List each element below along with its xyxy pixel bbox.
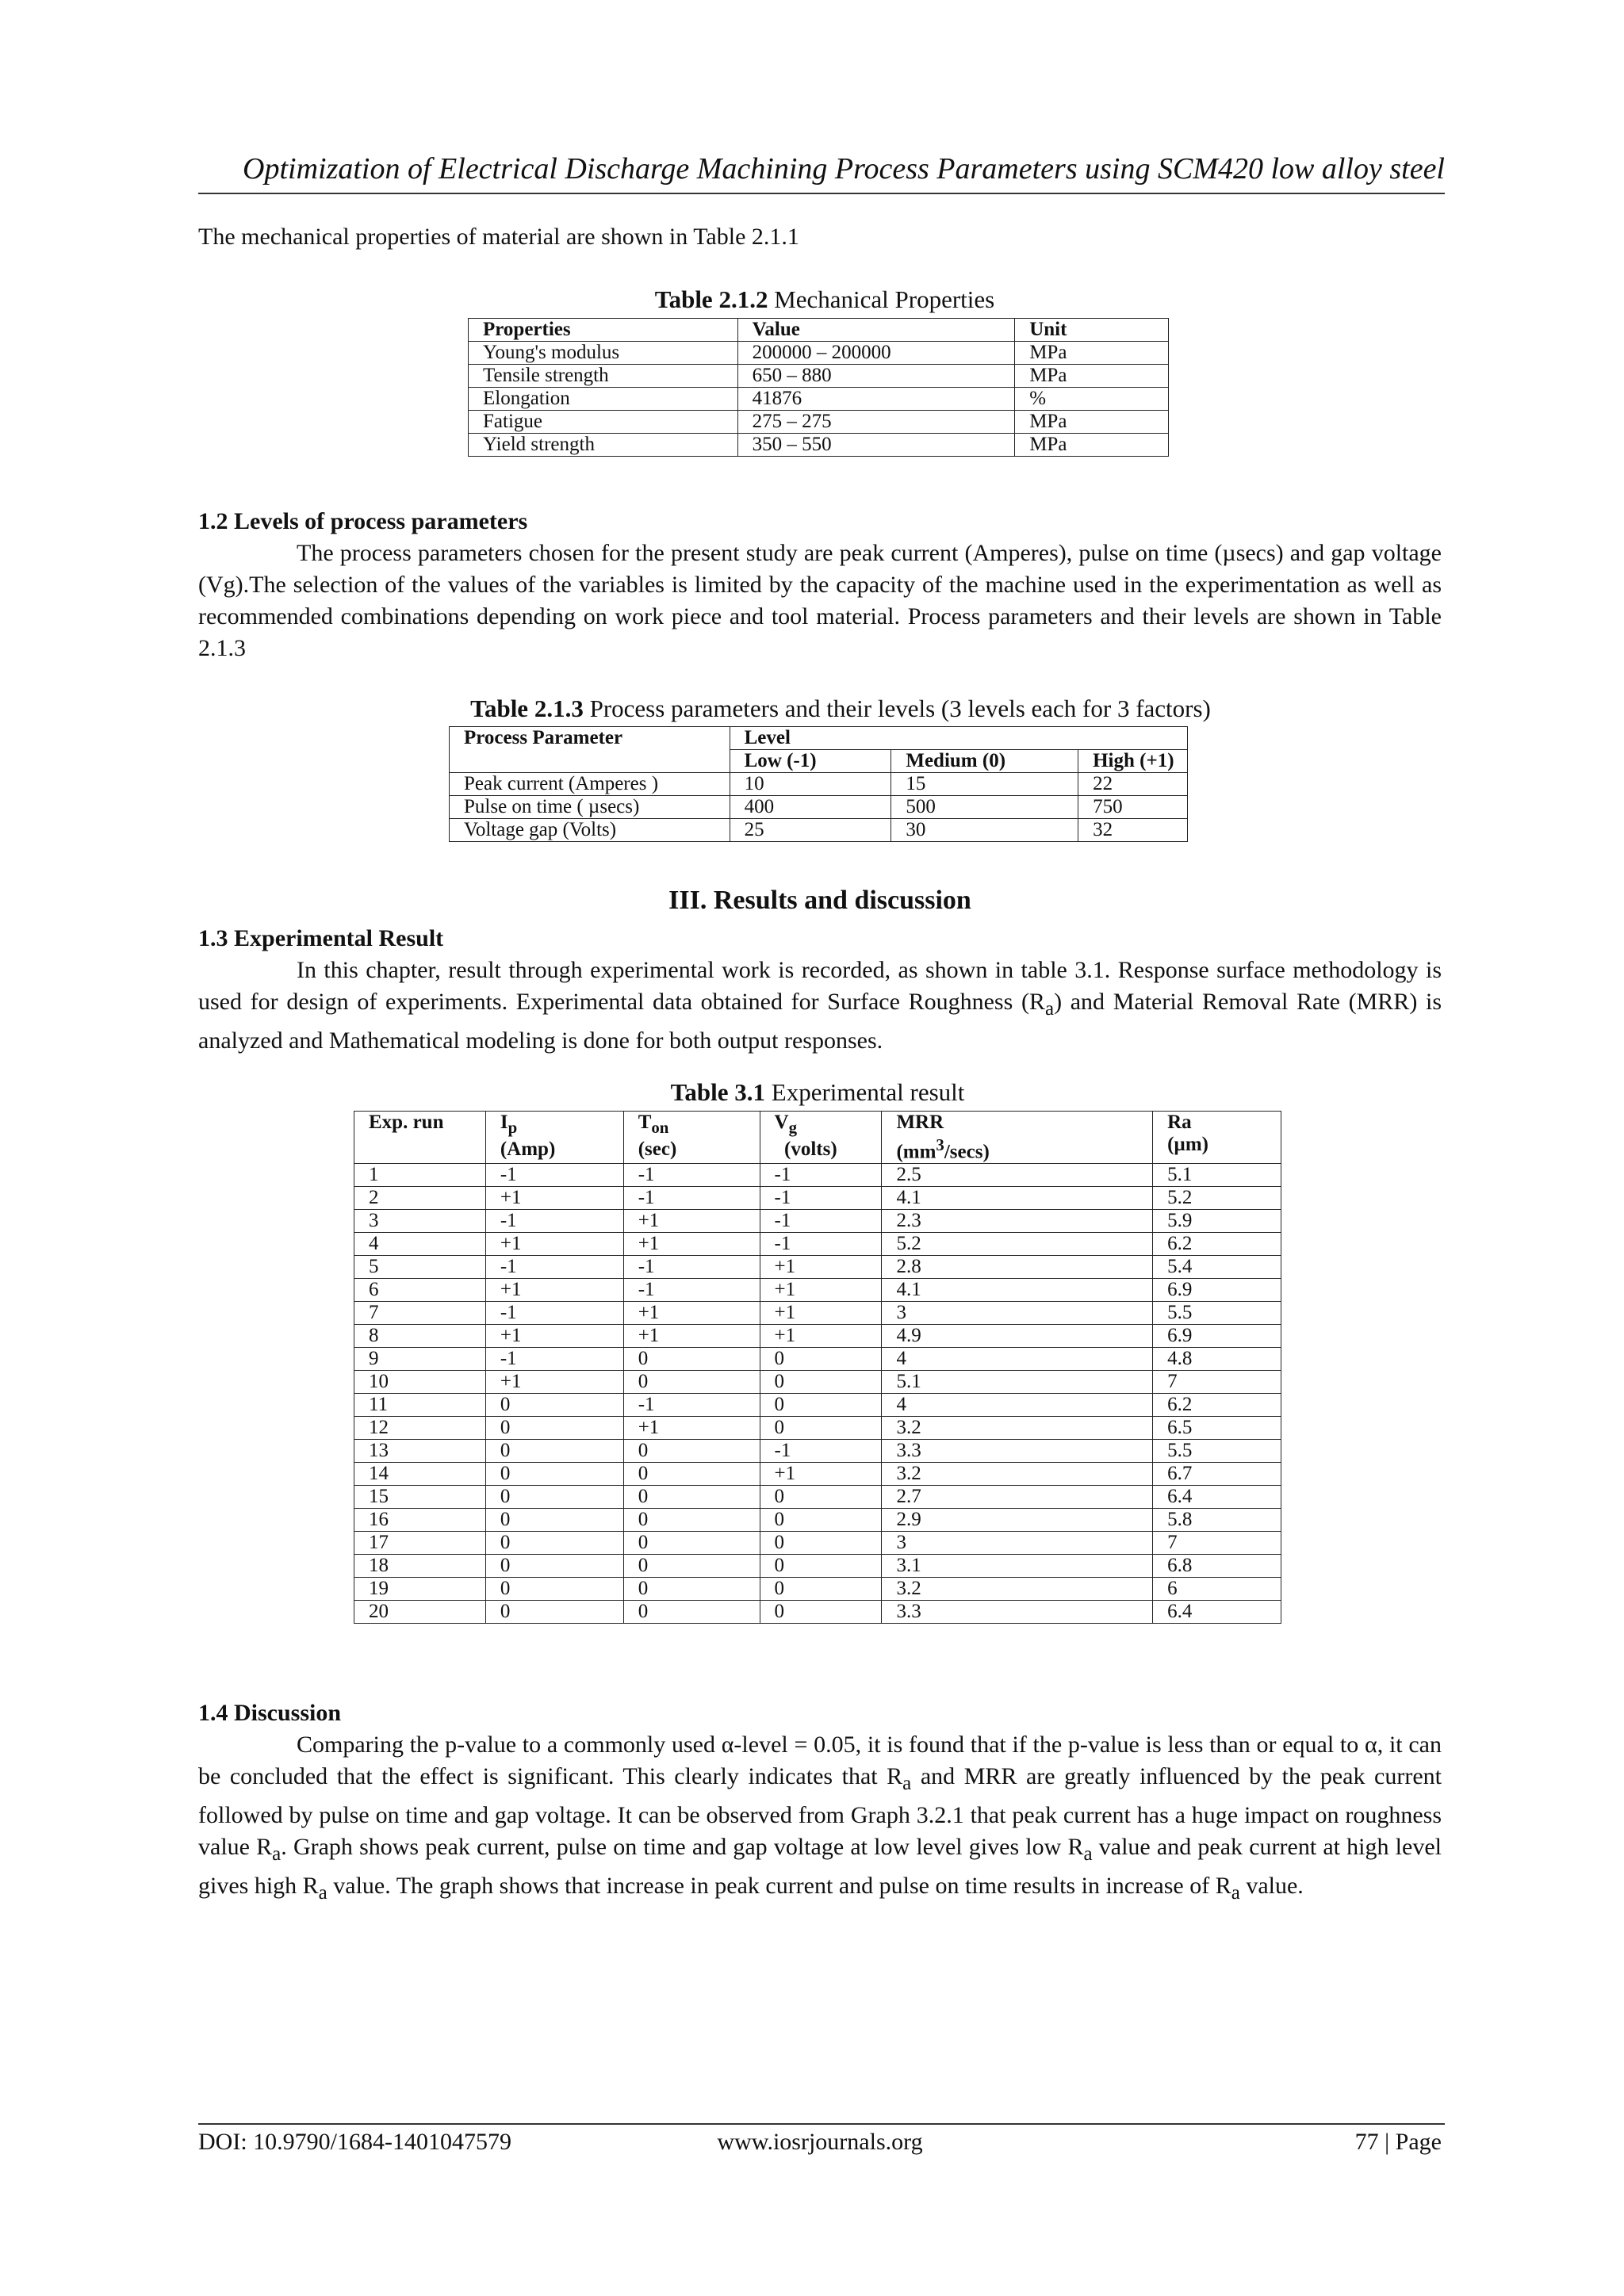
header-symbol: I (500, 1112, 508, 1133)
table-cell: +1 (485, 1233, 623, 1256)
table-row (469, 388, 1169, 411)
table-row (450, 819, 1188, 842)
table-cell: 7 (354, 1302, 486, 1325)
footer-rule (198, 2123, 1445, 2125)
paragraph-part: In this chapter, result through experimental work is recorded, as shown in table 3.1. Response surface methodology is used for design of experiments. Experimental data obtained for Surface Roughness (R (198, 957, 1442, 1015)
footer-site-link[interactable]: www.iosrjournals.org (717, 2129, 923, 2155)
superscript: 3 (936, 1135, 944, 1154)
header-unit: (mm (896, 1141, 936, 1163)
caption-text: Mechanical Properties (774, 285, 995, 313)
table-row (469, 411, 1169, 434)
paragraph-part: value and peak current at high level gives high R (198, 1834, 1442, 1899)
table-cell: 0 (485, 1486, 623, 1509)
table-cell: Young's modulus (469, 342, 738, 365)
table-cell: +1 (485, 1371, 623, 1394)
table-cell: 11 (354, 1394, 486, 1417)
table-cell: Peak current (Amperes ) (450, 773, 730, 796)
running-header: Optimization of Electrical Discharge Machining Process Parameters using SCM420 low alloy steel (243, 152, 1445, 186)
header-rule (198, 193, 1445, 194)
table-cell: 5.4 (1153, 1256, 1281, 1279)
table-cell: 5.2 (1153, 1187, 1281, 1210)
table-cell: MPa (1015, 365, 1169, 388)
paragraph-part: ) and Material Removal Rate (MRR) is analyzed and Mathematical modeling is done for both output responses. (198, 989, 1442, 1054)
table-cell: 8 (354, 1325, 486, 1348)
table-cell: -1 (623, 1394, 760, 1417)
paragraph-part: value. The graph shows that increase in peak current and pulse on time results in increase of R (327, 1873, 1231, 1899)
footer-doi: DOI: 10.9790/1684-1401047579 (198, 2129, 511, 2155)
table-row (354, 1302, 1281, 1325)
table-cell: 4.1 (882, 1279, 1153, 1302)
table-cell: -1 (760, 1210, 882, 1233)
table-cell: -1 (760, 1164, 882, 1187)
table-cell: +1 (760, 1256, 882, 1279)
table-row (354, 1233, 1281, 1256)
header-symbol: MRR (896, 1112, 944, 1133)
header-symbol: T (638, 1112, 652, 1133)
col-header-ip (485, 1112, 623, 1164)
table-cell: +1 (760, 1302, 882, 1325)
table-row (354, 1463, 1281, 1486)
table-cell: +1 (623, 1210, 760, 1233)
table-cell: 3.3 (882, 1601, 1153, 1624)
table-row (354, 1256, 1281, 1279)
table-cell: -1 (760, 1233, 882, 1256)
table-results-caption (354, 1078, 1281, 1107)
table-cell: -1 (485, 1348, 623, 1371)
table-cell: 3 (882, 1532, 1153, 1555)
table-cell: 3.3 (882, 1440, 1153, 1463)
table-cell: 6.9 (1153, 1279, 1281, 1302)
table-cell: 10 (730, 773, 891, 796)
table-cell: 14 (354, 1463, 486, 1486)
table-cell: 0 (623, 1486, 760, 1509)
table-row (354, 1440, 1281, 1463)
table-cell: 2.3 (882, 1210, 1153, 1233)
table-row (354, 1325, 1281, 1348)
table-cell: 13 (354, 1440, 486, 1463)
table-cell: 2.5 (882, 1164, 1153, 1187)
table-cell: 0 (760, 1509, 882, 1532)
table-header-row (469, 319, 1169, 342)
table-cell: 12 (354, 1417, 486, 1440)
col-header: Unit (1015, 319, 1169, 342)
table-cell: +1 (760, 1325, 882, 1348)
table-cell: 0 (760, 1555, 882, 1578)
table-mech-caption (468, 285, 1182, 314)
table-cell: 6.8 (1153, 1555, 1281, 1578)
table-cell: 5.5 (1153, 1302, 1281, 1325)
table-cell: 22 (1078, 773, 1188, 796)
section-title-results: III. Results and discussion (668, 886, 971, 915)
table-row (469, 365, 1169, 388)
footer-page-number: 77 | Page (1354, 2129, 1442, 2155)
table-cell: 2.9 (882, 1509, 1153, 1532)
table-cell: 6.4 (1153, 1601, 1281, 1624)
section-1-4-paragraph (198, 1729, 1442, 1909)
section-1-3-paragraph (198, 955, 1442, 1057)
table-cell: 0 (760, 1532, 882, 1555)
table-cell: 0 (623, 1578, 760, 1601)
table-cell: +1 (623, 1417, 760, 1440)
table-header-row (354, 1112, 1281, 1164)
table-cell: 1 (354, 1164, 486, 1187)
table-row (354, 1509, 1281, 1532)
table-cell: Elongation (469, 388, 738, 411)
table-cell: 0 (760, 1348, 882, 1371)
table-cell: % (1015, 388, 1169, 411)
col-header-run: Exp. run (354, 1112, 486, 1164)
table-cell: 4 (882, 1394, 1153, 1417)
table-cell: 0 (485, 1601, 623, 1624)
table-row (354, 1578, 1281, 1601)
table-cell: MPa (1015, 342, 1169, 365)
table-cell: Tensile strength (469, 365, 738, 388)
table-cell: 4.9 (882, 1325, 1153, 1348)
paragraph-part: and MRR are greatly influenced by the peak current followed by pulse on time and gap voltage. It can be observed from Graph 3.2.1 that peak current has a huge impact on roughness value R (198, 1763, 1442, 1860)
table-cell: 2 (354, 1187, 486, 1210)
table-cell: -1 (623, 1256, 760, 1279)
table-cell: 15 (891, 773, 1078, 796)
header-symbol: Ra (1167, 1112, 1192, 1133)
header-unit: (Amp) (500, 1138, 556, 1160)
table-cell: 7 (1153, 1371, 1281, 1394)
table-cell: Pulse on time ( µsecs) (450, 796, 730, 819)
table-row (354, 1210, 1281, 1233)
table-row (354, 1279, 1281, 1302)
table-cell: 0 (485, 1394, 623, 1417)
table-cell: 16 (354, 1509, 486, 1532)
table-cell: -1 (485, 1302, 623, 1325)
table-cell: 500 (891, 796, 1078, 819)
table-cell: 25 (730, 819, 891, 842)
table-row (450, 773, 1188, 796)
table-cell: 0 (760, 1417, 882, 1440)
table-cell: 0 (485, 1417, 623, 1440)
caption-label: Table 3.1 (670, 1078, 766, 1106)
table-cell: 0 (485, 1555, 623, 1578)
table-cell: -1 (760, 1187, 882, 1210)
table-cell: 6 (1153, 1578, 1281, 1601)
paragraph-part: Comparing the p-value to a commonly used α-level = 0.05, it is found that if the p-value is less than or equal to α, it can be concluded that the effect is significant. This clearly indicates that R (198, 1732, 1442, 1789)
header-unit: (µm) (1167, 1134, 1208, 1155)
table-cell: 41876 (737, 388, 1015, 411)
section-heading-1-3: 1.3 Experimental Result (198, 925, 444, 951)
table-cell: -1 (485, 1256, 623, 1279)
table-row (354, 1601, 1281, 1624)
table-cell: 0 (760, 1371, 882, 1394)
table-cell: 5 (354, 1256, 486, 1279)
table-cell: 0 (623, 1555, 760, 1578)
table-cell: 650 – 880 (737, 365, 1015, 388)
table-cell: 0 (623, 1463, 760, 1486)
table-cell: 3.2 (882, 1463, 1153, 1486)
table-cell: Fatigue (469, 411, 738, 434)
table-cell: 5.1 (1153, 1164, 1281, 1187)
level-header: Level (730, 727, 1187, 750)
table-row (354, 1371, 1281, 1394)
col-header-ra (1153, 1112, 1281, 1164)
subscript: a (1083, 1843, 1093, 1865)
table-cell: +1 (485, 1279, 623, 1302)
col-header: Medium (0) (891, 750, 1078, 773)
table-cell: 6.2 (1153, 1233, 1281, 1256)
intro-text: The mechanical properties of material are shown in Table 2.1.1 (198, 224, 799, 250)
table-cell: +1 (623, 1325, 760, 1348)
subscript: a (1231, 1882, 1240, 1904)
table-cell: 3.2 (882, 1417, 1153, 1440)
mechanical-properties-table (468, 318, 1169, 457)
table-cell: 0 (485, 1463, 623, 1486)
table-row (354, 1164, 1281, 1187)
table-cell: 10 (354, 1371, 486, 1394)
table-cell: 275 – 275 (737, 411, 1015, 434)
col-header: Value (737, 319, 1015, 342)
process-levels-table (449, 726, 1188, 842)
table-cell: 20 (354, 1601, 486, 1624)
table-cell: 6.2 (1153, 1394, 1281, 1417)
subscript: a (272, 1843, 282, 1865)
caption-label: Table 2.1.3 (470, 695, 584, 722)
table-cell: 750 (1078, 796, 1188, 819)
header-symbol: V (774, 1112, 789, 1133)
section-heading-1-4: 1.4 Discussion (198, 1700, 342, 1726)
table-cell: 3.1 (882, 1555, 1153, 1578)
table-cell: 0 (623, 1532, 760, 1555)
table-cell: 5.8 (1153, 1509, 1281, 1532)
table-cell: 6 (354, 1279, 486, 1302)
table-row (354, 1417, 1281, 1440)
table-header-row (450, 727, 1188, 750)
table-cell: +1 (485, 1325, 623, 1348)
table-cell: 0 (485, 1532, 623, 1555)
table-row (354, 1555, 1281, 1578)
table-cell: 2.8 (882, 1256, 1153, 1279)
table-cell: +1 (623, 1302, 760, 1325)
table-cell: 18 (354, 1555, 486, 1578)
subscript: a (902, 1773, 912, 1794)
caption-text: Experimental result (771, 1078, 965, 1106)
table-cell: 5.1 (882, 1371, 1153, 1394)
table-cell: 3 (882, 1302, 1153, 1325)
table-row (469, 342, 1169, 365)
table-cell: 200000 – 200000 (737, 342, 1015, 365)
col-header-vg (760, 1112, 882, 1164)
table-cell: +1 (623, 1233, 760, 1256)
table-cell: 0 (623, 1348, 760, 1371)
paragraph-part: value. (1239, 1873, 1304, 1899)
table-cell: 350 – 550 (737, 434, 1015, 457)
table-cell: 4.1 (882, 1187, 1153, 1210)
table-cell: 4 (354, 1233, 486, 1256)
table-row (354, 1394, 1281, 1417)
col-header: Low (-1) (730, 750, 891, 773)
col-header-ton (623, 1112, 760, 1164)
caption-text: Process parameters and their levels (3 levels each for 3 factors) (589, 695, 1211, 722)
table-cell: 6.9 (1153, 1325, 1281, 1348)
subscript: on (651, 1118, 669, 1137)
table-cell: MPa (1015, 411, 1169, 434)
table-cell: 0 (623, 1440, 760, 1463)
table-cell: 0 (485, 1578, 623, 1601)
table-cell: 5.2 (882, 1233, 1153, 1256)
table-cell: +1 (760, 1279, 882, 1302)
page-footer (198, 2129, 1442, 2156)
table-cell: 7 (1153, 1532, 1281, 1555)
table-cell: +1 (760, 1463, 882, 1486)
table-cell: Voltage gap (Volts) (450, 819, 730, 842)
table-cell: 400 (730, 796, 891, 819)
table-cell: +1 (485, 1187, 623, 1210)
table-row (354, 1486, 1281, 1509)
table-cell: -1 (623, 1164, 760, 1187)
table-cell: 5.5 (1153, 1440, 1281, 1463)
col-header-mrr (882, 1112, 1153, 1164)
subscript: a (318, 1882, 327, 1904)
table-cell: 4.8 (1153, 1348, 1281, 1371)
table-cell: 3.2 (882, 1578, 1153, 1601)
caption-label: Table 2.1.2 (654, 285, 768, 313)
table-cell: 0 (760, 1578, 882, 1601)
table-row (354, 1348, 1281, 1371)
table-cell: -1 (623, 1279, 760, 1302)
table-row (354, 1187, 1281, 1210)
table-row (450, 796, 1188, 819)
table-cell: 0 (760, 1601, 882, 1624)
table-cell: 15 (354, 1486, 486, 1509)
table-cell: 32 (1078, 819, 1188, 842)
header-unit: (sec) (638, 1138, 677, 1160)
table-cell: 9 (354, 1348, 486, 1371)
table-cell: 0 (623, 1601, 760, 1624)
table-cell: Yield strength (469, 434, 738, 457)
table-cell: 0 (623, 1371, 760, 1394)
paragraph-part: . Graph shows peak current, pulse on time and gap voltage at low level gives low R (281, 1834, 1084, 1860)
table-cell: -1 (485, 1164, 623, 1187)
section-heading-1-2: 1.2 Levels of process parameters (198, 508, 528, 534)
table-cell: 6.5 (1153, 1417, 1281, 1440)
header-unit: (volts) (784, 1138, 837, 1160)
table-cell: 2.7 (882, 1486, 1153, 1509)
table-cell: 0 (485, 1440, 623, 1463)
subscript: g (788, 1118, 798, 1137)
section-1-2-paragraph: The process parameters chosen for the present study are peak current (Amperes), pulse on time (µsecs) and gap voltage (Vg).The selection of the values of the variables is limited by the capacity of the machine used in the experimentation as well as recommended combinations depending on work piece and tool material. Process parameters and their levels are shown in Table 2.1.3 (198, 540, 1442, 661)
col-header: Properties (469, 319, 738, 342)
table-cell: -1 (760, 1440, 882, 1463)
table-cell: MPa (1015, 434, 1169, 457)
table-row (354, 1532, 1281, 1555)
table-cell: 3 (354, 1210, 486, 1233)
table-cell: 4 (882, 1348, 1153, 1371)
table-cell: 0 (760, 1486, 882, 1509)
col-header: High (+1) (1078, 750, 1188, 773)
subscript: p (508, 1118, 518, 1137)
table-cell: 30 (891, 819, 1078, 842)
table-levels-caption (349, 695, 1332, 723)
table-cell: 6.7 (1153, 1463, 1281, 1486)
table-cell: -1 (485, 1210, 623, 1233)
experimental-results-table (354, 1111, 1281, 1624)
table-cell: -1 (623, 1187, 760, 1210)
table-cell: 5.9 (1153, 1210, 1281, 1233)
table-cell: 0 (760, 1394, 882, 1417)
table-cell: 0 (623, 1509, 760, 1532)
table-cell: 17 (354, 1532, 486, 1555)
header-unit: /secs) (944, 1141, 990, 1163)
table-cell: 6.4 (1153, 1486, 1281, 1509)
table-cell: 0 (485, 1509, 623, 1532)
table-row (469, 434, 1169, 457)
col-header: Process Parameter (450, 727, 730, 773)
subscript: a (1044, 998, 1055, 1020)
table-cell: 19 (354, 1578, 486, 1601)
